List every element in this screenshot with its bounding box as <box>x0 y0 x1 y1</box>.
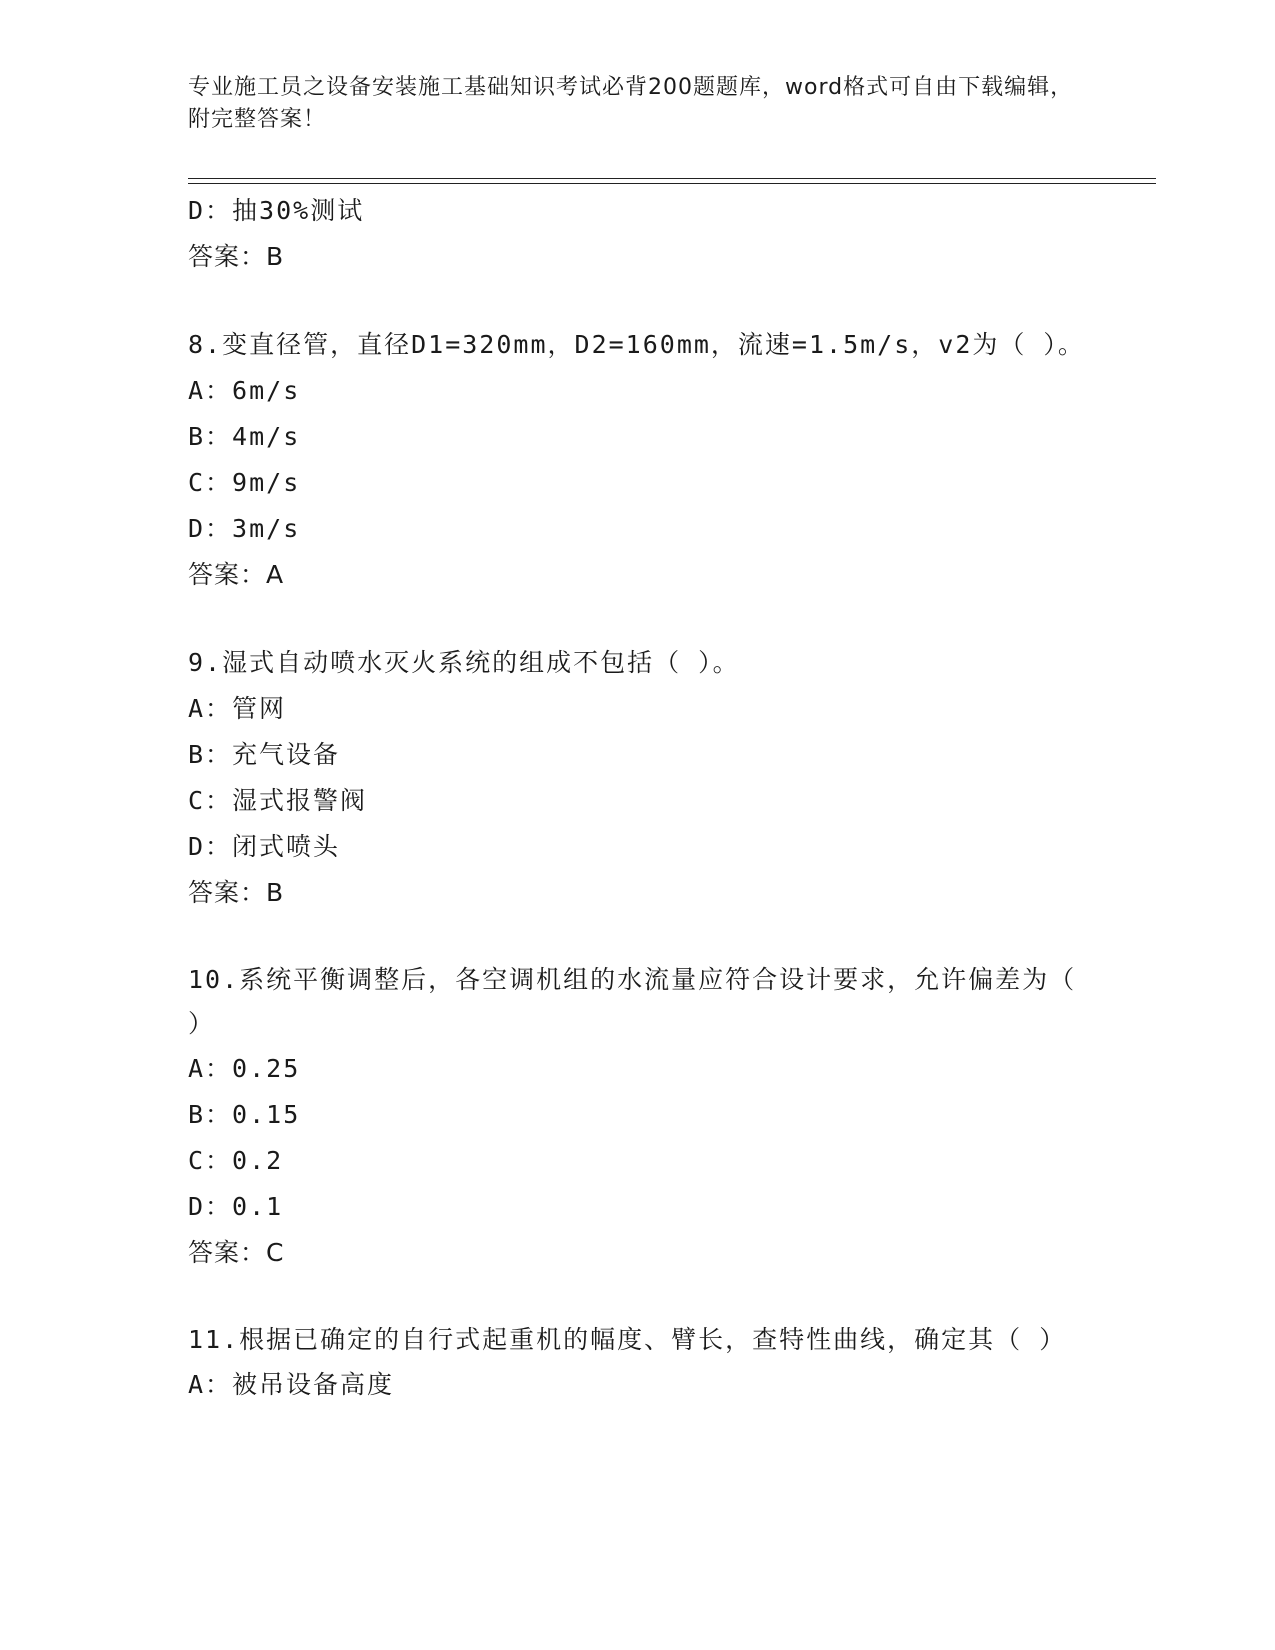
option-a: A：6m/s <box>188 376 301 405</box>
question-11 <box>188 1318 1088 1408</box>
question-text: 10.系统平衡调整后，各空调机组的水流量应符合设计要求，允许偏差为（ ） <box>188 965 1077 1038</box>
answer-label: 答案：B <box>188 878 285 907</box>
document-header: 专业施工员之设备安装施工基础知识考试必背200题题库，word格式可自由下载编辑，附完整答案！ <box>188 75 1074 132</box>
question-8 <box>188 322 1088 598</box>
option-d: D：3m/s <box>188 514 301 543</box>
option-b: B：0.15 <box>188 1100 301 1129</box>
option-b: B：充气设备 <box>188 740 341 769</box>
option-c: C：湿式报警阀 <box>188 786 368 815</box>
question-10 <box>188 958 1088 1276</box>
answer-label: 答案：A <box>188 560 285 589</box>
question-text: 8.变直径管，直径D1=320mm，D2=160mm，流速=1.5m/s，v2为（ ）。 <box>188 330 1085 359</box>
option-d: D：0.1 <box>188 1192 284 1221</box>
option-a: A：被吊设备高度 <box>188 1370 395 1399</box>
option-c: C：0.2 <box>188 1146 284 1175</box>
option-b: B：4m/s <box>188 422 301 451</box>
option-d: D：抽30%测试 <box>188 196 365 225</box>
answer-label: 答案：B <box>188 242 285 271</box>
option-d: D：闭式喷头 <box>188 832 341 861</box>
answer-label: 答案：C <box>188 1238 285 1267</box>
question-text: 11.根据已确定的自行式起重机的幅度、臂长，查特性曲线，确定其（ ） <box>188 1325 1067 1354</box>
option-c: C：9m/s <box>188 468 301 497</box>
question-text: 9.湿式自动喷水灭火系统的组成不包括（ ）。 <box>188 648 740 677</box>
header-divider-bottom <box>188 183 1156 184</box>
option-a: A：0.25 <box>188 1054 301 1083</box>
question-9 <box>188 640 1088 916</box>
header-divider-top <box>188 178 1156 179</box>
question-list <box>188 188 1088 1408</box>
option-a: A：管网 <box>188 694 287 723</box>
